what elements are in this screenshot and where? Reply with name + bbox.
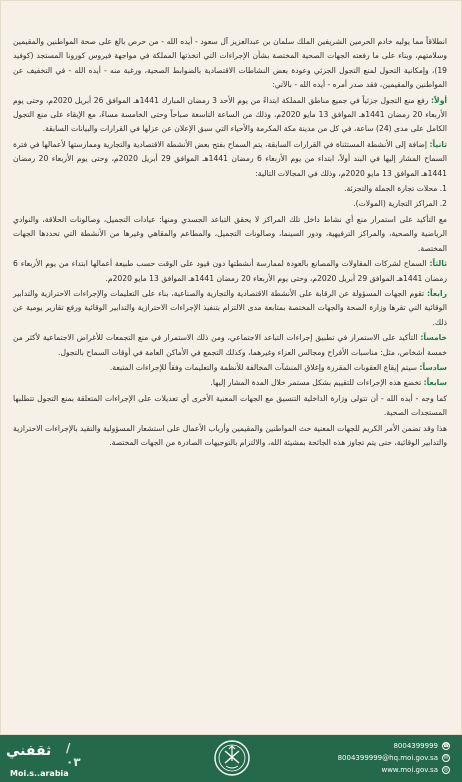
- paragraph-text: رفع منع التجول جزئياً في جميع مناطق المملكة ابتداءً من يوم الأحد 3 رمضان المبارك 1441هـ الموافق 26 أبريل 2020م، وحتى يوم الأربعاء 20 رمضان 1441هـ الموافق 13 مايو 2020م، وذلك من الساعة التاسعة صباحاً وحتى الخامسة مساءً، مع الإبقاء على منع التجول الكامل على مدى (24) ساعة، في كل من مدينة مكة المكرمة والأحياء التي سبق الإعلان عن عزلها في القرارات والبيانات السابقة.: [13, 95, 448, 134]
- paragraph-text: تقوم الجهات المسؤولة عن الرقابة على الأنشطة الاقتصادية والتجارية والصناعية، بناء على التعليمات والإجراءات الاحترازية والتدابير الوقائية التي تقرها وزارة الصحة والجهات المختصة بمتابعة مدى الالتزام بتنفيذ الإجراءات الاحترازية والتدابير الوقائية ورفع تقارير يومية عن ذلك.: [13, 288, 447, 327]
- brand-url-end: arabia: [40, 769, 69, 778]
- paragraph-text: هذا وقد تضمن الأمر الكريم للجهات المعنية حث المواطنين والمقيمين وأرباب الأعمال على استشعار المسؤولية والتقيد بالإجراءات الاحترازية والتدابير الوقائية، حتى يتم تجاوز هذه الجائحة بمشيئة الله، والالتزام بالتوجيهات الصادرة من الجهات المختصة.: [13, 423, 447, 447]
- paragraph-2: [13, 138, 447, 181]
- list-item-1: [13, 182, 447, 196]
- paragraph-label: ثالثاً:: [429, 259, 447, 269]
- list-item-2: [13, 197, 447, 211]
- date-fragment: /٠٣: [66, 741, 81, 769]
- paragraph-label: رابعاً:: [426, 288, 447, 298]
- paragraph-label: سادساً:: [419, 362, 447, 372]
- globe-icon: ◎: [443, 767, 449, 773]
- paragraph-5: [13, 331, 447, 360]
- email-icon: ✉: [443, 755, 449, 761]
- watermark-text: ثقفني: [6, 743, 52, 759]
- paragraph-6: [13, 361, 447, 375]
- paragraph-text: التأكيد على الاستمرار في تطبيق إجراءات التباعد الاجتماعي، ومن ذلك الاستمرار في منع التجمعات للأغراض الاجتماعية لأكثر من خمسة أشخاص، مثل: مناسبات الأفراح ومجالس العزاء وغيرهما، وكذلك التجمع في الأماكن العامة في أوقات السماح بالتجول.: [13, 333, 447, 357]
- paragraph-label: سابعاً:: [423, 378, 447, 388]
- footer-bar: [0, 735, 462, 782]
- paragraph-text: 1. محلات تجارة الجملة والتجزئة.: [344, 184, 447, 194]
- paragraph-text: إضافة إلى الأنشطة المستثناة في القرارات السابقة، يتم السماح بفتح بعض الأنشطة الاقتصادية والتجارية وممارستها لأعمالها في فترة السماح المشار إليها في البند أولاً، ابتداء من يوم الأربعاء 6 رمضان 1441هـ الموافق 29 أبريل 2020م، وحتى يوم الأربعاء 20 رمضان 1441هـ الموافق 13 مايو 2020م، وذلك في المجالات التالية:: [13, 139, 448, 178]
- paragraph-note: [13, 213, 447, 256]
- statement-body: [13, 35, 447, 451]
- contact-phone[interactable]: [338, 740, 450, 752]
- paragraph-text: كما وجه - أيده الله - أن تتولى وزارة الداخلية التنسيق مع الجهات المعنية الأخرى أي تعديلات على الإجراءات المتعلقة بمنع التجول تتطلبها المستجدات الصحية.: [13, 393, 447, 418]
- paragraph-3: [13, 257, 447, 286]
- paragraph-label: ثانياً:: [429, 139, 447, 149]
- paragraph-text: مع التأكيد على استمرار منع أي نشاط داخل تلك المراكز لا يحقق التباعد الجسدي ومنها: عيادات التجميل، وصالونات الحلاقة، والنوادي الرياضية والصحية، والمراكز الترفيهية، ودور السينما، وصالونات التجميل، والمطاعم والمقاهي وغيرها من الأنشطة التي تحددها الجهات المختصة.: [13, 214, 447, 253]
- paragraph-label: خامساً:: [420, 333, 447, 343]
- brand-url: Moi.s..arabia: [10, 769, 69, 778]
- phone-text: 8004399999: [393, 742, 438, 750]
- contact-email[interactable]: [338, 752, 450, 764]
- contact-list: [338, 740, 450, 776]
- paragraph-text: السماح لشركات المقاولات والمصانع بالعودة لممارسة أنشطتها دون قيود على الوقت حسب طبيعة أعمالها ابتداء من يوم الأربعاء 6 رمضان 1441هـ الموافق 29 أبريل 2020م، وحتى يوم الأربعاء 20 رمضان 1441هـ الموافق 13 مايو 2020م.: [13, 259, 447, 283]
- paragraph-4: [13, 287, 447, 330]
- phone-icon: ☎: [443, 743, 450, 749]
- paragraph-1: [13, 94, 447, 137]
- website-text: www.moi.gov.sa: [381, 766, 438, 774]
- paragraph-closing: [13, 422, 447, 451]
- brand-url-start: Moi.s: [10, 769, 34, 778]
- ministry-emblem-icon: [213, 739, 251, 777]
- paragraph-label: أولاً:: [431, 95, 448, 105]
- paragraph-directive: [13, 392, 447, 421]
- paragraph-intro: [13, 35, 447, 93]
- paragraph-text: سيتم إيقاع العقوبات المقررة وإغلاق المنشآت المخالفة للأنظمة والتعليمات وفقاً للإجراءات المتبعة.: [109, 362, 417, 372]
- email-text: 8004399999@hq.moi.gov.sa: [337, 754, 438, 762]
- paragraph-text: تخضع هذه الإجراءات للتقييم بشكل مستمر خلال المدة المشار إليها.: [210, 378, 422, 388]
- paragraph-text: 2. المراكز التجارية (المولات).: [353, 199, 447, 209]
- paragraph-7: [13, 376, 447, 390]
- paragraph-text: انطلاقاً مما يوليه خادم الحرمين الشريفين الملك سلمان بن عبدالعزيز آل سعود - أيده الله - من حرص بالغ على صحة المواطنين والمقيمين وسلامتهم، وبناء على ما رفعته الجهات الصحية المختصة بشأن الإجراءات التي اتخذتها المملكة في مواجهة فيروس كورونا المستجد (كوفيد 19)، وإمكانية التحول لمنع التجول الجزئي وعودة بعض النشاطات الاقتصادية بالضوابط الصحية، ورغبة منه - أيده الله - في التخفيف عن المواطنين والمقيمين، فقد صدر أمره - أيده الله - بالآتي:: [13, 37, 447, 90]
- contact-website[interactable]: [338, 764, 450, 776]
